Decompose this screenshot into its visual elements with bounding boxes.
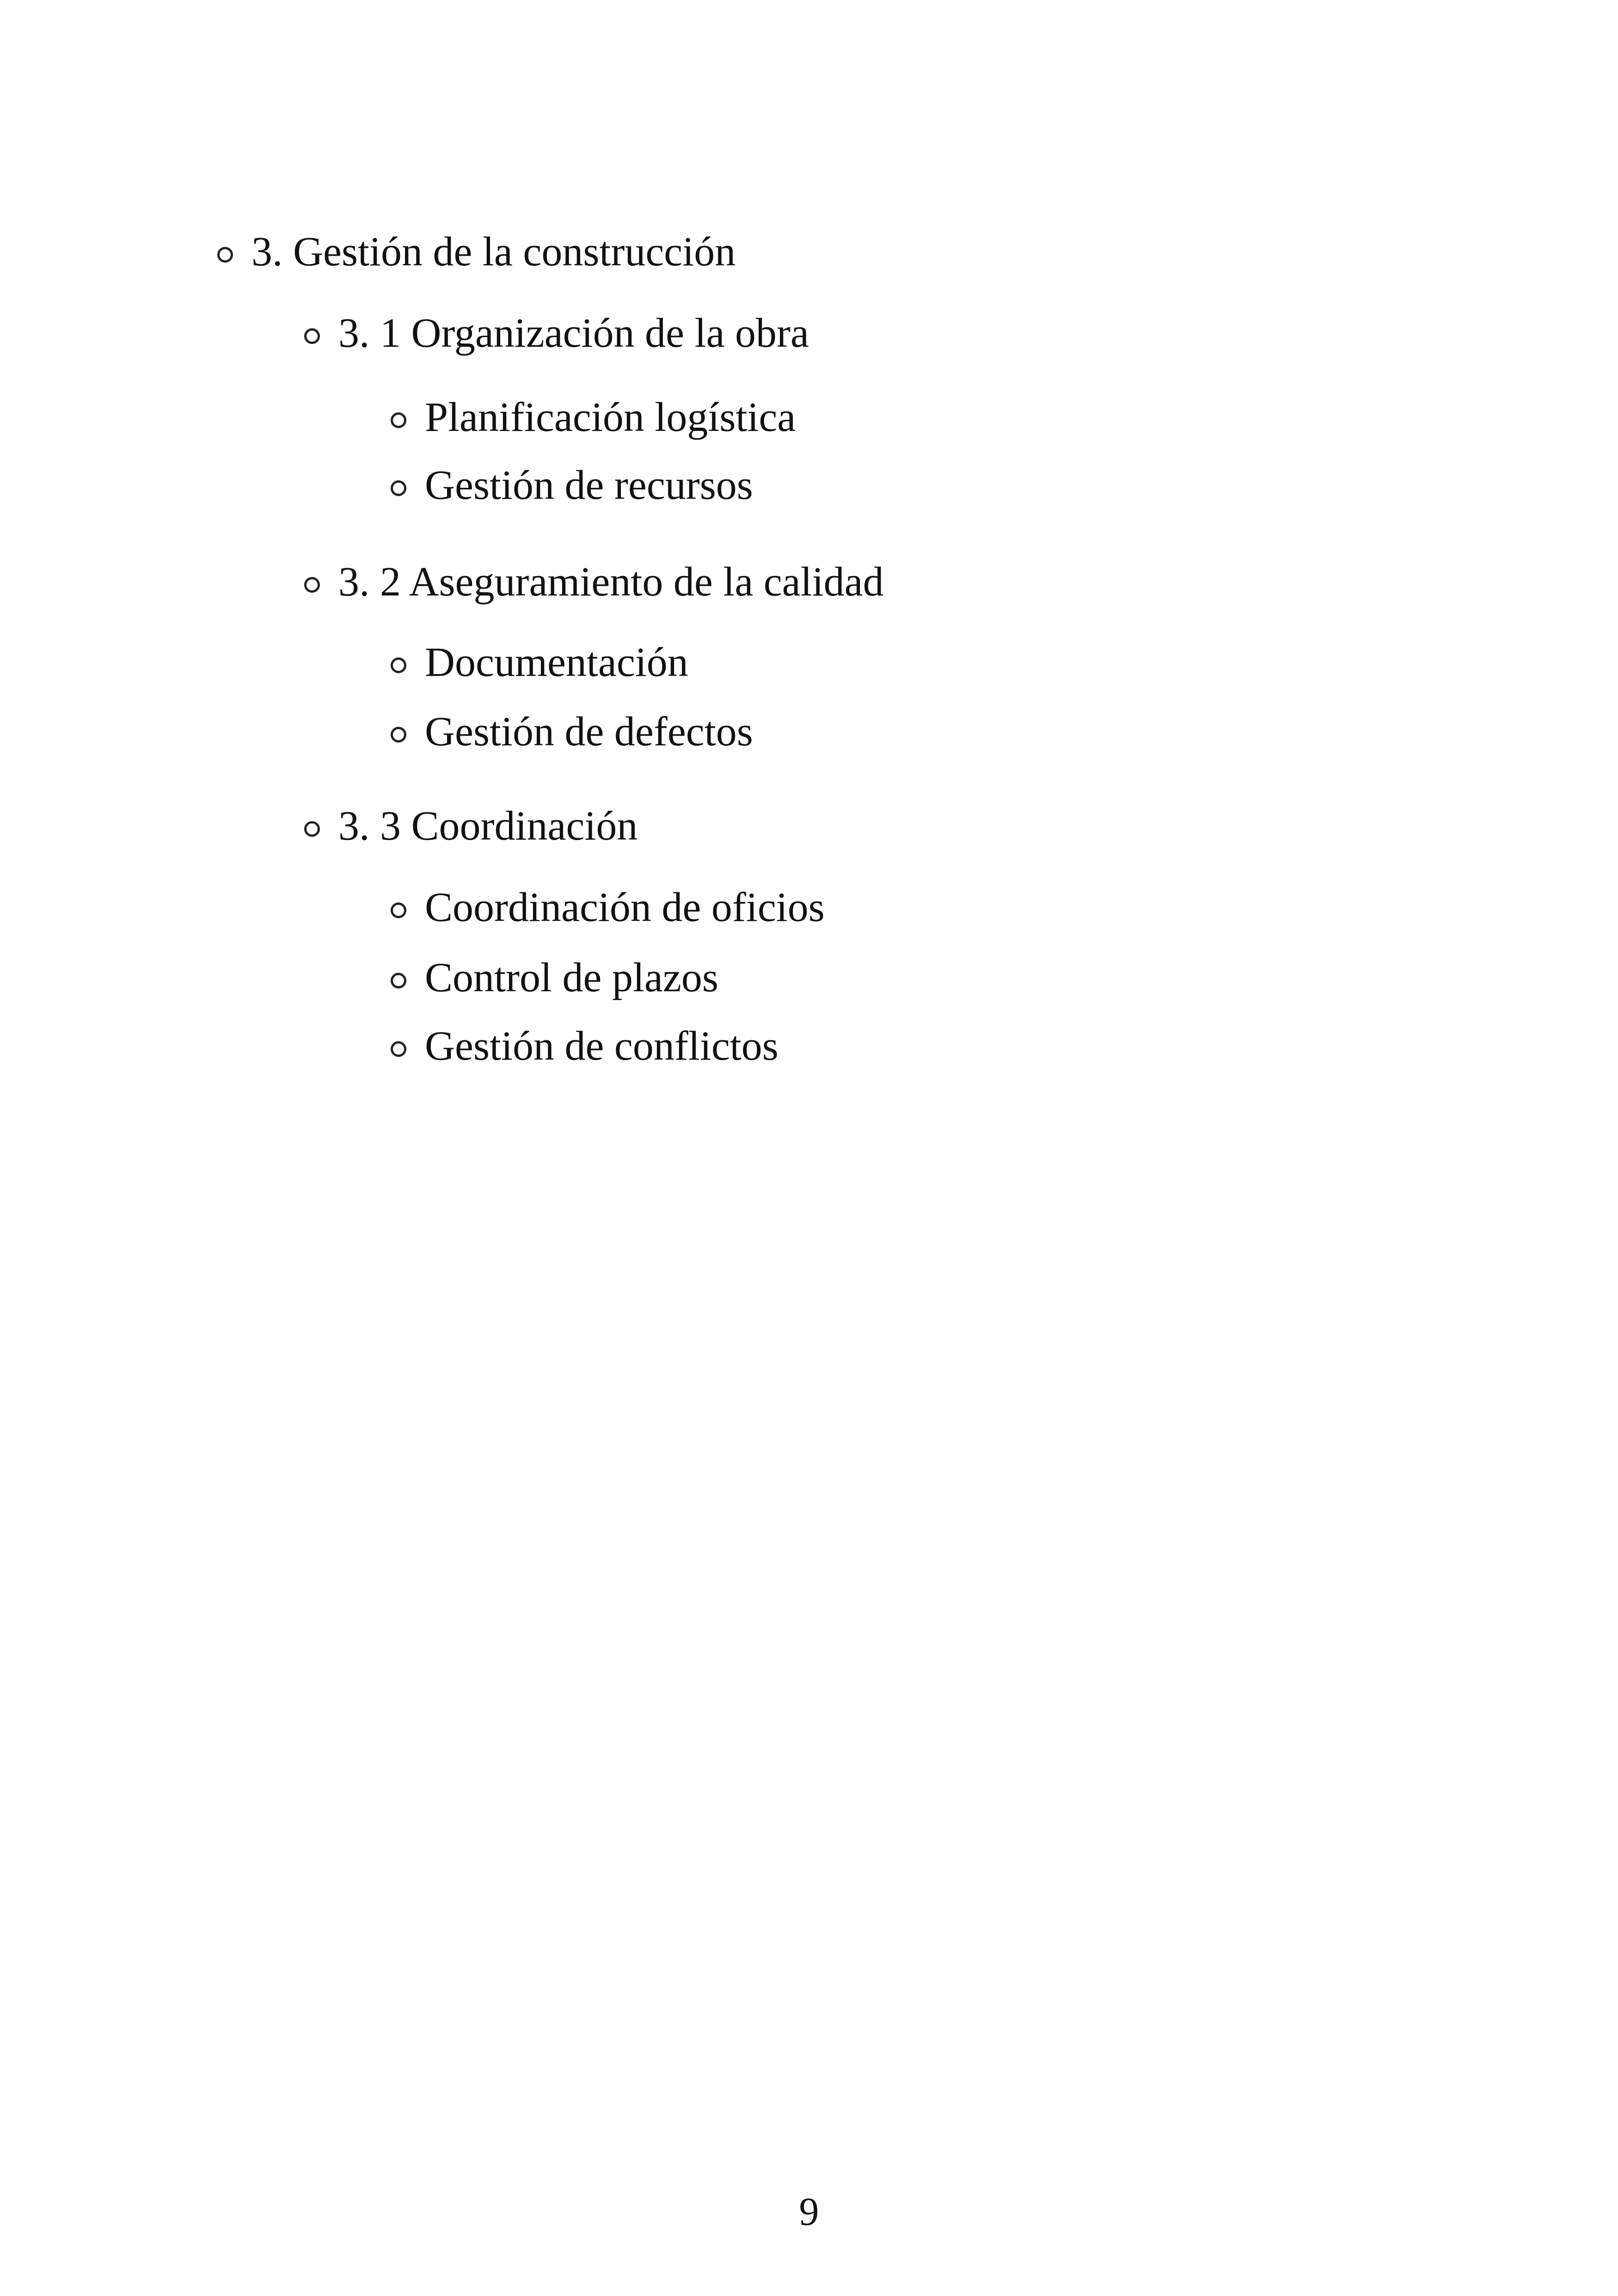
list-item-label: Gestión de recursos (425, 462, 753, 508)
list-item (391, 711, 753, 753)
hollow-circle-bullet-icon (391, 973, 406, 988)
hollow-circle-bullet-icon (304, 577, 320, 593)
outline-subsection-3-1 (304, 310, 809, 356)
list-item-label: Documentación (425, 639, 688, 685)
list-item-label: Coordinación de oficios (425, 884, 825, 930)
list-item-label: Control de plazos (425, 955, 718, 1001)
outline-subsection-3-3 (304, 805, 637, 847)
list-item (391, 639, 688, 685)
list-item-label: Gestión de defectos (425, 709, 753, 755)
list-item-label: Gestión de conflictos (425, 1023, 778, 1069)
hollow-circle-bullet-icon (304, 821, 320, 837)
subsection-heading: 3. 1 Organización de la obra (338, 310, 809, 356)
list-item (391, 462, 753, 508)
subsection-heading: 3. 2 Aseguramiento de la calidad (338, 559, 884, 605)
section-heading: 3. Gestión de la construcción (251, 229, 736, 275)
page-number: 9 (799, 2189, 819, 2234)
hollow-circle-bullet-icon (391, 1041, 406, 1057)
list-item (391, 957, 718, 999)
list-item (391, 1025, 778, 1067)
hollow-circle-bullet-icon (391, 657, 406, 673)
subsection-heading: 3. 3 Coordinación (338, 803, 638, 849)
list-item (391, 884, 825, 930)
hollow-circle-bullet-icon (391, 727, 406, 743)
hollow-circle-bullet-icon (391, 902, 406, 918)
list-item-label: Planificación logística (425, 394, 796, 440)
hollow-circle-bullet-icon (304, 328, 320, 344)
list-item (391, 394, 796, 440)
hollow-circle-bullet-icon (217, 247, 233, 263)
hollow-circle-bullet-icon (391, 480, 406, 496)
outline-section-3 (217, 231, 735, 273)
outline-subsection-3-2 (304, 561, 884, 603)
hollow-circle-bullet-icon (391, 412, 406, 428)
